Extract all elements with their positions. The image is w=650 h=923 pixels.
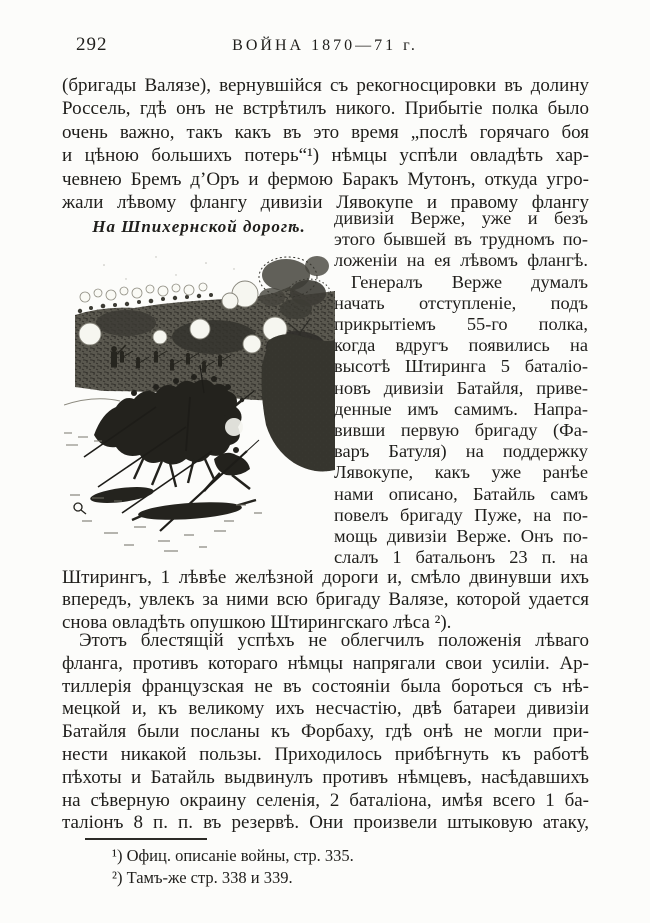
sky-speckle [103, 256, 235, 279]
footnote-rule [85, 838, 207, 840]
text-line: чевнею Бремъ д’Оръ и фермою Баракъ Мутонъ, откуда угро- [62, 168, 589, 190]
text-line: Лявокупе, какъ уже ранѣе [334, 462, 588, 483]
text-line: нами описано, Батайль самъ [334, 483, 588, 504]
text-line: новъ дивизіи Батайля, приве- [334, 377, 588, 398]
text-line: слалъ 1 батальонъ 23 п. на [334, 547, 588, 568]
text-line: Этотъ блестящій успѣхъ не облегчилъ положенія лѣваго [79, 630, 589, 651]
right-brush-mass [262, 334, 336, 471]
paragraph-2 [62, 630, 589, 835]
text-line: денные имъ самимъ. Напра- [334, 398, 588, 419]
text-line: вивши первую бригаду (Фа- [334, 420, 588, 441]
text-line: пѣхоты и Батайль выдвинулъ противъ нѣмцевъ, насѣдавшихъ [62, 766, 589, 788]
text-line: и цѣною большихъ потерь“¹) нѣмцы успѣли овладѣть хар- [62, 145, 589, 167]
text-line: жали лѣвому флангу дивизіи Лявокупе и правому флангу [62, 192, 589, 214]
text-line: впередъ, увлекъ за ними всю бригаду Валязе, которой удается [62, 589, 589, 611]
text-line: очень важно, такъ какъ въ это время „послѣ горячаго боя [62, 121, 589, 143]
battle-illustration [64, 245, 336, 561]
paragraph-1 [62, 74, 589, 214]
text-line: когда вдругъ появились на [334, 335, 588, 356]
right-column [334, 208, 588, 568]
page-number: 292 [76, 34, 108, 55]
text-line: начать отступленіе, подъ [334, 292, 588, 313]
text-line: (бригады Валязе), вернувшійся съ рекогносцировки въ долину [62, 75, 589, 96]
text-line: варъ Батуля) на поддержку [334, 441, 588, 462]
text-line: прикрытіемъ 55-го полка, [334, 314, 588, 335]
text-line: на сѣверную окраину селенія, 2 баталіона, имѣя всего 1 ба- [62, 789, 589, 811]
text-line: мецкой и, къ великому ихъ несчастію, двѣ батареи дивизіи [62, 698, 589, 720]
text-line: мощь дивизіи Верже. Онъ по- [334, 526, 588, 547]
text-line: повелъ бригаду Пуже, на по- [334, 504, 588, 525]
text-line: Штирингъ, 1 лѣвѣе желѣзной дороги и, смѣло двинувши ихъ [62, 567, 589, 588]
footnote: ²) Тамъ-же стр. 338 и 339. [112, 868, 293, 887]
continuation-paragraph [62, 567, 589, 634]
text-line: Генералъ Верже думалъ [351, 271, 588, 292]
text-line: высотѣ Штиринга 5 баталіо- [334, 356, 588, 377]
text-line: таліонъ 8 п. п. въ резервѣ. Они произвели штыковую атаку, [62, 812, 589, 834]
smoke-puffs [80, 283, 207, 302]
text-line: нести никакой пользы. Приходилось прибѣгнуть къ работѣ [62, 743, 589, 765]
text-line: Россель, гдѣ онъ не встрѣтилъ никого. Прибытіе полка было [62, 98, 589, 120]
running-head-title: ВОЙНА 1870—71 г. [232, 37, 418, 54]
text-line: этого бывшей въ трудномъ по- [334, 229, 588, 250]
text-line: фланга, противъ котораго нѣмцы напрягали свои усиліи. Ар- [62, 652, 589, 674]
text-line: дивизіи Верже, уже и безъ [334, 208, 588, 228]
text-line: снова овладѣть опушкою Штирингскаго лѣса ²). [62, 611, 452, 633]
text-line: ложеніи на ея лѣвомъ флангѣ. [334, 250, 588, 271]
fallen-soldiers [74, 484, 256, 522]
text-line: тиллерія французская не въ состояніи была бороться съ нѣ- [62, 675, 589, 697]
footnote: ¹) Офиц. описаніе войны, стр. 335. [112, 846, 354, 865]
text-line: Батайля были посланы къ Форбаху, гдѣ онѣ не могли при- [62, 721, 589, 743]
figure-caption: На Шпихернской дорогѣ. [92, 217, 306, 236]
